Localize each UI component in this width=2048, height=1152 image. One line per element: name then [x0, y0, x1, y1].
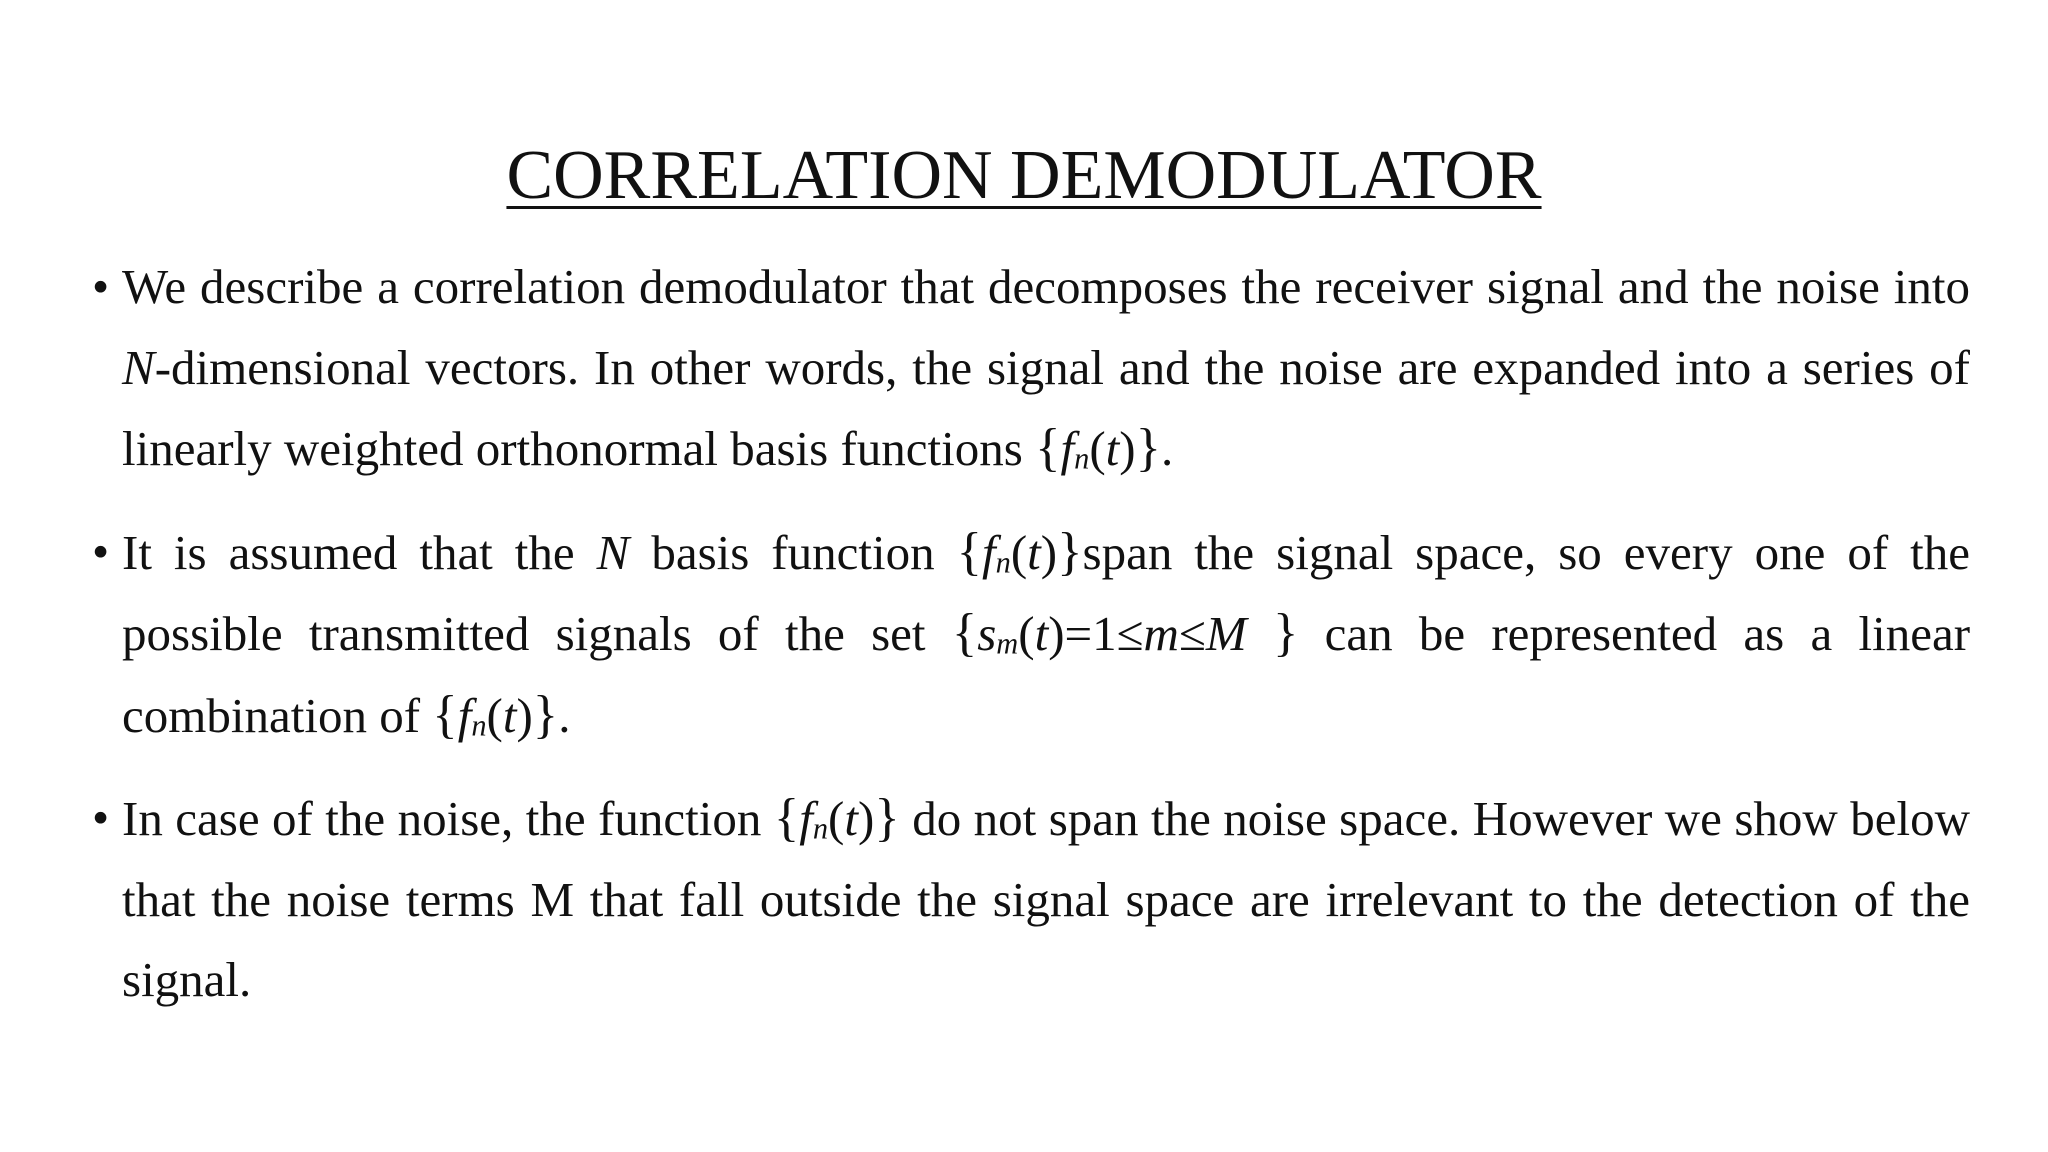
bullet-item-1: • We describe a correlation demodulator that decomposes the receiver signal and the noise into N-dimensional vectors. In other words, the signal and the noise are expanded into a series of linearly weighted orthonormal basis functions $\{f_n(t)\}$. — [92, 247, 1970, 490]
bullet-2-text-b: basis function — [629, 524, 957, 580]
bullet-3-var-f: f — [799, 791, 813, 846]
bullet-2-var-f2: f — [457, 687, 472, 743]
bullet-2-sub-m: m — [996, 626, 1019, 661]
bullet-3-sub-n: n — [812, 811, 829, 846]
bullet-1-end: . — [1161, 421, 1174, 476]
bullet-item-3: • In case of the noise, the function $\{f_n(t)\}$ do not span the noise space. However we show below that the noise terms M that fall outside the signal space are irrelevant to the detection of the signal. — [92, 778, 1970, 1021]
bullet-2-var-m: m — [1143, 606, 1179, 661]
bullet-2-var-t: t — [1027, 524, 1041, 580]
bullet-marker: • — [92, 523, 110, 579]
bullet-1-text-b: -dimensional vectors. In other words, the signal and the noise are expanded into a series of linearly weighted orthonormal basis functions — [122, 339, 1970, 476]
bullet-2-text-d: can be represented as a linear combination of — [122, 606, 1971, 743]
bullet-2-var-s: s — [977, 606, 997, 661]
bullet-item-2: • It is assumed that the N basis function $\{f_n(t)\}span$ the signal space, so every one of the possible transmitted signals of the set {$s_m(t)=1\le m\le M$ } can be represented as a linear combination of $\{f_n(t)\}$. — [92, 512, 1970, 757]
bullet-1-var-f: f — [1060, 421, 1075, 476]
bullet-2-text-c: span the signal space, so every one of the possible transmitted signals of the set — [122, 524, 1970, 661]
bullet-marker: • — [92, 259, 110, 314]
bullet-1-var-N: N — [122, 339, 155, 395]
bullet-2-var-N: N — [596, 524, 630, 580]
bullet-2-var-M: M — [1205, 606, 1247, 661]
bullet-1-text-a: We describe a correlation demodulator that decomposes the receiver signal and the noise into — [122, 259, 1970, 314]
bullet-1-sub-n: n — [1074, 441, 1090, 476]
bullet-2-end: . — [558, 687, 571, 743]
bullet-2-sub-n: n — [995, 545, 1011, 580]
bullet-2-var-f: f — [982, 524, 996, 580]
bullet-2-le: ≤ — [1178, 606, 1206, 661]
bullet-3-text-b: do not span the noise space. However we show below that the noise terms M that fall outside the signal space are irrelevant to the detection of the signal. — [122, 791, 1970, 1007]
bullet-list — [92, 247, 1970, 1043]
bullet-1-var-t: t — [1105, 421, 1120, 476]
bullet-marker: • — [92, 790, 110, 845]
bullet-3-text-a: In case of the noise, the function — [122, 791, 774, 846]
bullet-3-var-t: t — [844, 791, 858, 846]
bullet-2-sub-n2: n — [471, 708, 487, 743]
slide-title-text: CORRELATION DEMODULATOR — [506, 137, 1542, 214]
bullet-2-set-mid: =1≤ — [1064, 606, 1144, 661]
bullet-2-var-t2: t — [502, 687, 517, 743]
slide-title — [0, 136, 2048, 216]
bullet-2-var-t-s: t — [1034, 606, 1049, 661]
bullet-2-text-a: It is assumed that the — [122, 524, 597, 580]
